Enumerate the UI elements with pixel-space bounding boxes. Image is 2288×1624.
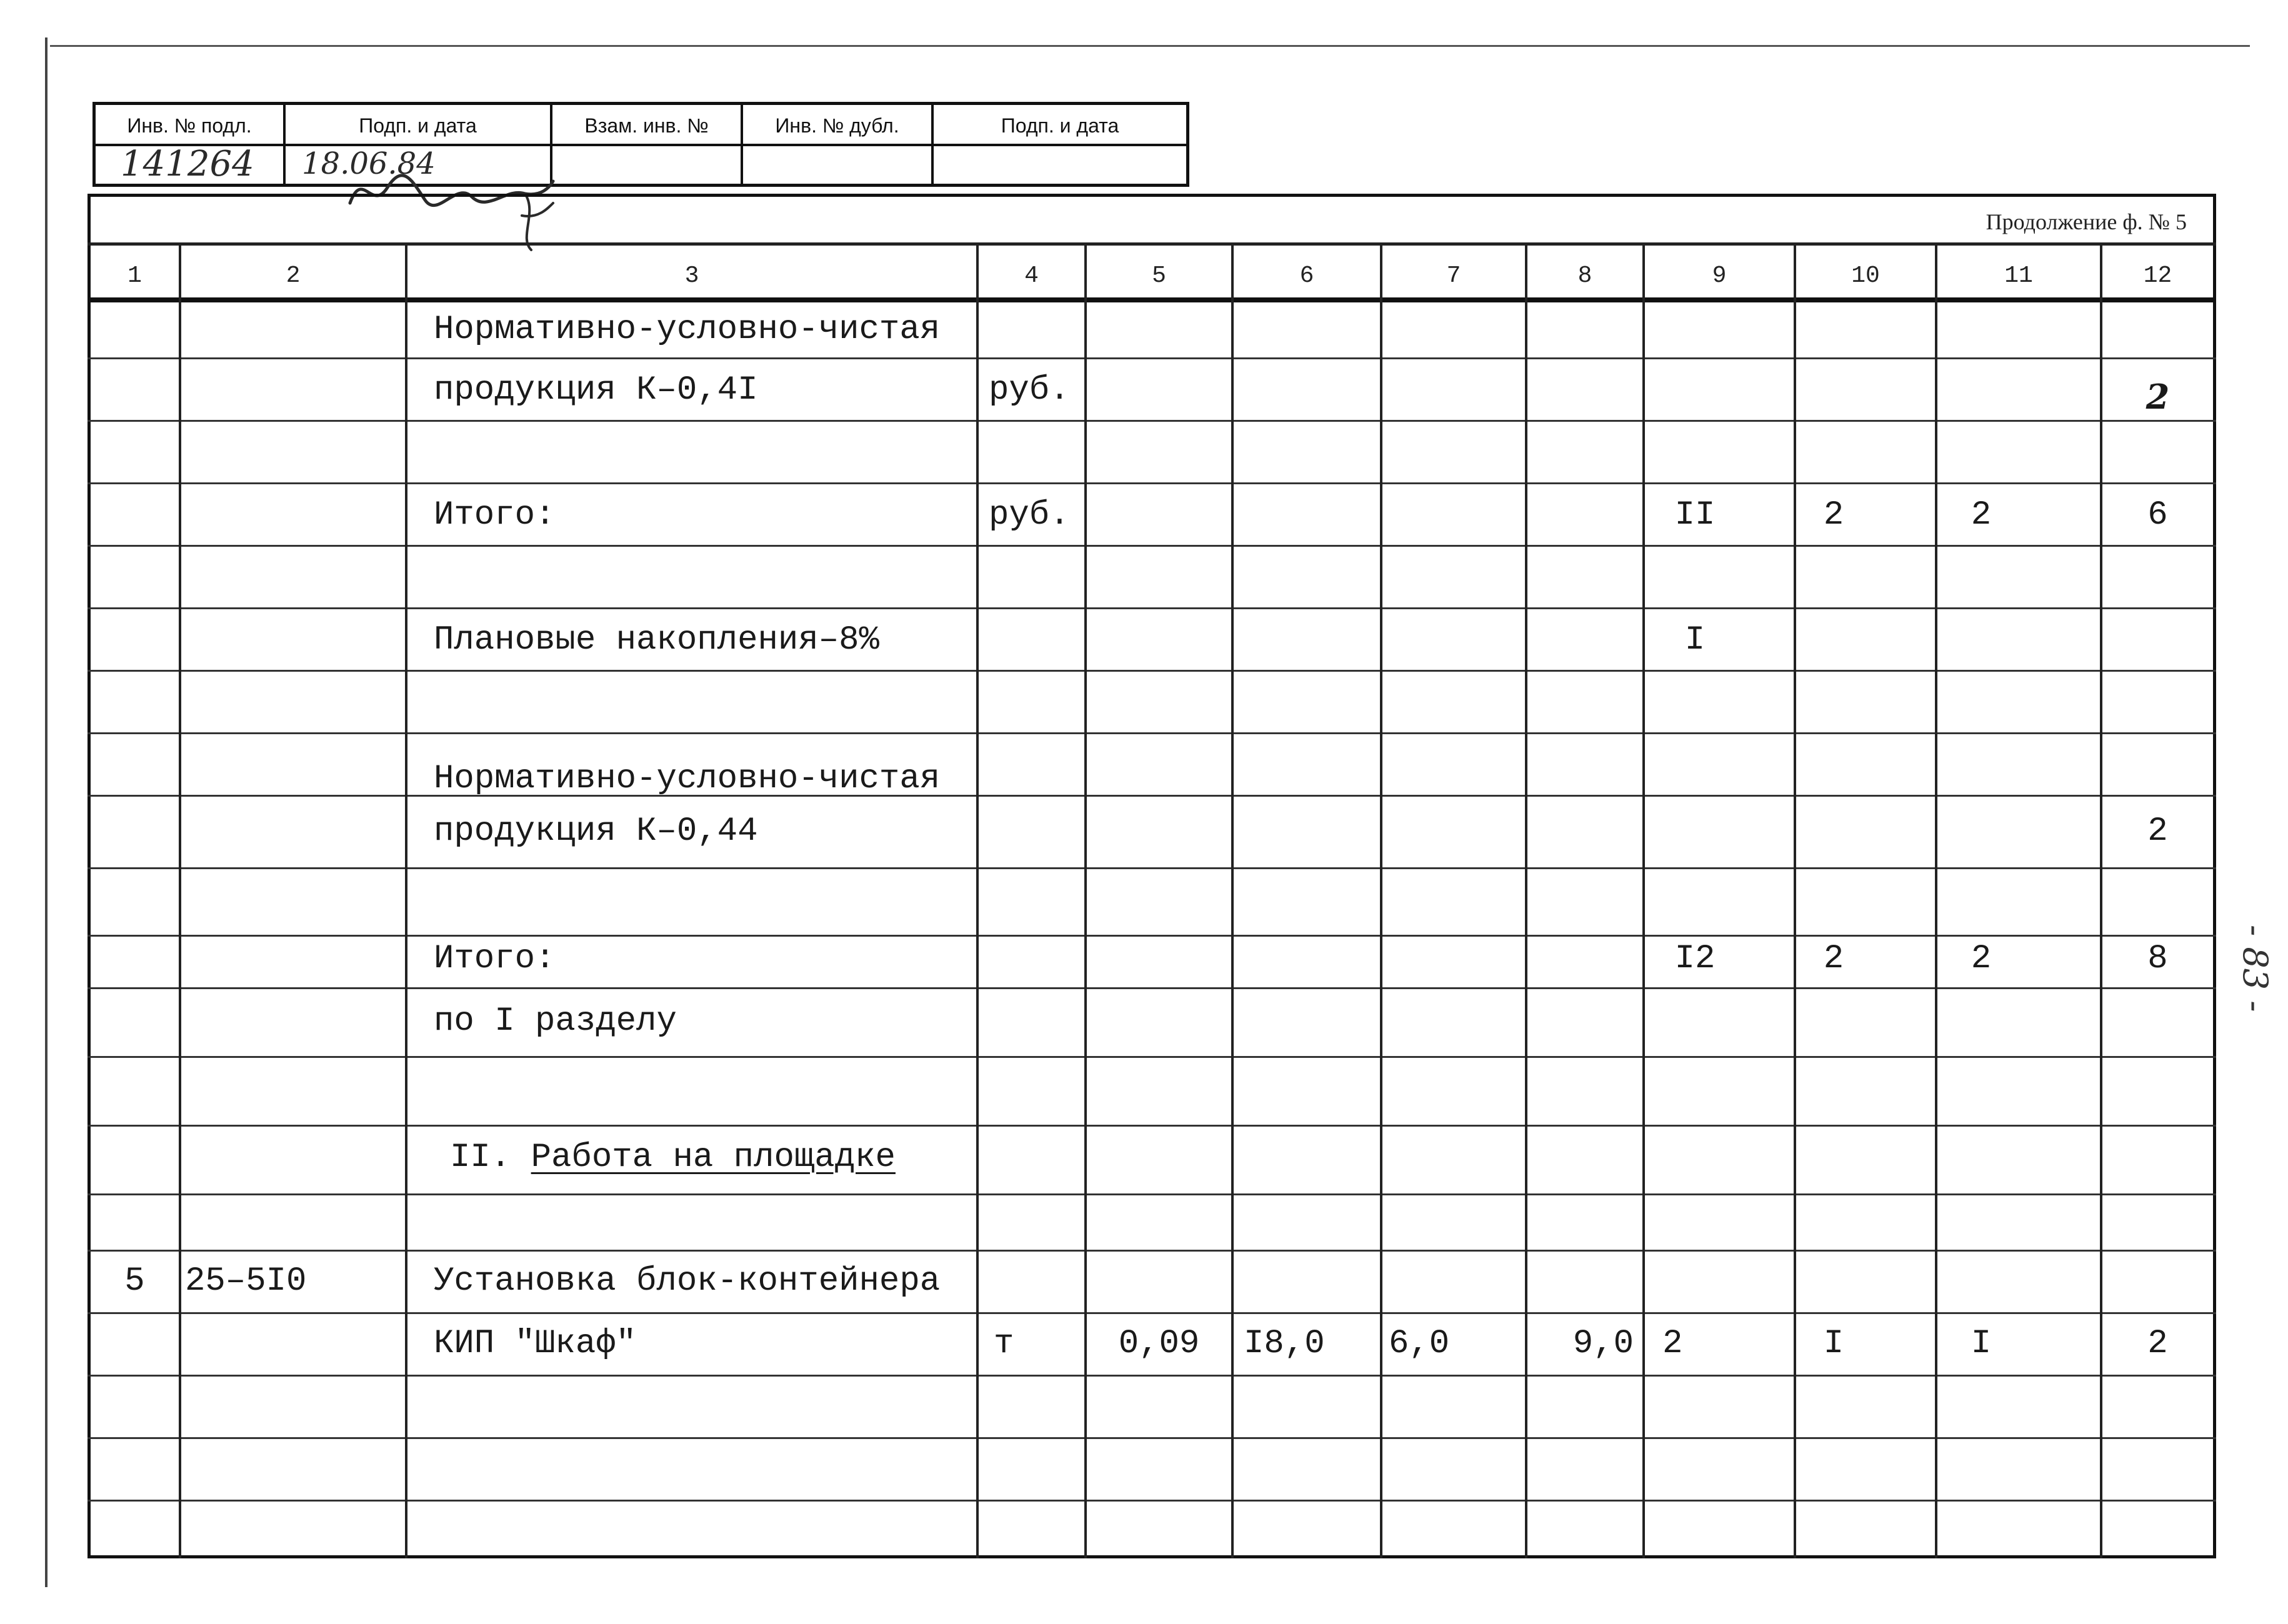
stamp-header-inv-number: Инв. № подл. [127, 114, 252, 137]
row-description: Итого: [434, 940, 556, 978]
handwritten-signature-date: 18.06.84 [302, 146, 436, 181]
section-title: Работа на площадке [531, 1138, 896, 1177]
row-value-col10: I [1823, 1325, 1844, 1363]
row-description: по I разделу [434, 1002, 677, 1040]
row-value-col12: 2 [2147, 1325, 2168, 1363]
row-unit: т [994, 1325, 1014, 1363]
row-value-col5: 0,09 [1118, 1325, 1200, 1363]
stamp-header-replaced-inv: Взам. инв. № [584, 114, 709, 137]
column-number: 3 [684, 262, 699, 289]
row-unit: руб. [989, 496, 1070, 534]
row-value-col11: I [1971, 1325, 1992, 1363]
row-value-col12: 8 [2147, 940, 2168, 978]
column-number: 5 [1152, 262, 1166, 289]
column-divider [179, 244, 181, 1558]
row-value-col9: I2 [1674, 940, 1716, 978]
row-value-col7: 6,0 [1389, 1325, 1450, 1363]
column-number: 6 [1299, 262, 1314, 289]
row-value-col12: 6 [2147, 496, 2168, 534]
paper-top-edge [50, 45, 2250, 47]
row-description: Нормативно-условно-чистая [434, 760, 941, 798]
section-number: II. [450, 1138, 511, 1177]
row-code: 25–5I0 [185, 1262, 307, 1300]
stamp-header-sign-date-2: Подп. и дата [1001, 114, 1119, 137]
stamp-header-sign-date: Подп. и дата [359, 114, 477, 137]
section-heading [450, 1136, 896, 1180]
column-number: 10 [1851, 262, 1880, 289]
column-number: 9 [1712, 262, 1727, 289]
row-value-col8: 9,0 [1572, 1325, 1634, 1363]
column-divider [1642, 244, 1645, 1558]
column-divider [976, 244, 979, 1558]
row-position-number: 5 [124, 1262, 145, 1300]
stamp-header-divider [96, 144, 1186, 146]
stamp-header-duplicate-inv: Инв. № дубл. [775, 114, 899, 137]
row-description: Плановые накопления–8% [434, 621, 879, 659]
row-value-col9: II [1674, 496, 1716, 534]
column-number: 7 [1446, 262, 1461, 289]
column-divider [405, 244, 407, 1558]
column-number: 1 [127, 262, 142, 289]
row-description: Установка блок-контейнера [434, 1262, 941, 1300]
row-value-col11: 2 [1971, 496, 1992, 534]
continuation-label: Продолжение ф. № 5 [1986, 209, 2187, 234]
row-description: продукция К–0,44 [434, 812, 758, 850]
margin-page-number: - 83 - [2236, 925, 2275, 1012]
column-number: 11 [2004, 262, 2033, 289]
row-value-col6: I8,0 [1244, 1325, 1325, 1363]
row-value-col11: 2 [1971, 940, 1992, 978]
handwritten-inventory-number: 141264 [121, 144, 254, 184]
row-value-col9: 2 [1662, 1325, 1683, 1363]
row-description: КИП "Шкаф" [434, 1325, 637, 1363]
row-description: Итого: [434, 496, 556, 534]
row-value-col10: 2 [1823, 496, 1844, 534]
column-number: 4 [1024, 262, 1039, 289]
column-divider [1231, 244, 1234, 1558]
row-value-col10: 2 [1823, 940, 1844, 978]
column-divider [1380, 244, 1382, 1558]
row-value-col9: I [1684, 621, 1706, 659]
column-number: 2 [286, 262, 301, 289]
column-number: 8 [1577, 262, 1592, 289]
row-value-col12: 2 [2146, 377, 2170, 417]
column-number: 12 [2143, 262, 2172, 289]
document-stamp-block [92, 102, 1189, 187]
row-description: продукция К–0,4I [434, 371, 758, 409]
row-value-col12: 2 [2147, 812, 2168, 850]
paper-left-edge [45, 37, 47, 1587]
row-unit: руб. [989, 371, 1070, 409]
row-description: Нормативно-условно-чистая [434, 311, 941, 349]
